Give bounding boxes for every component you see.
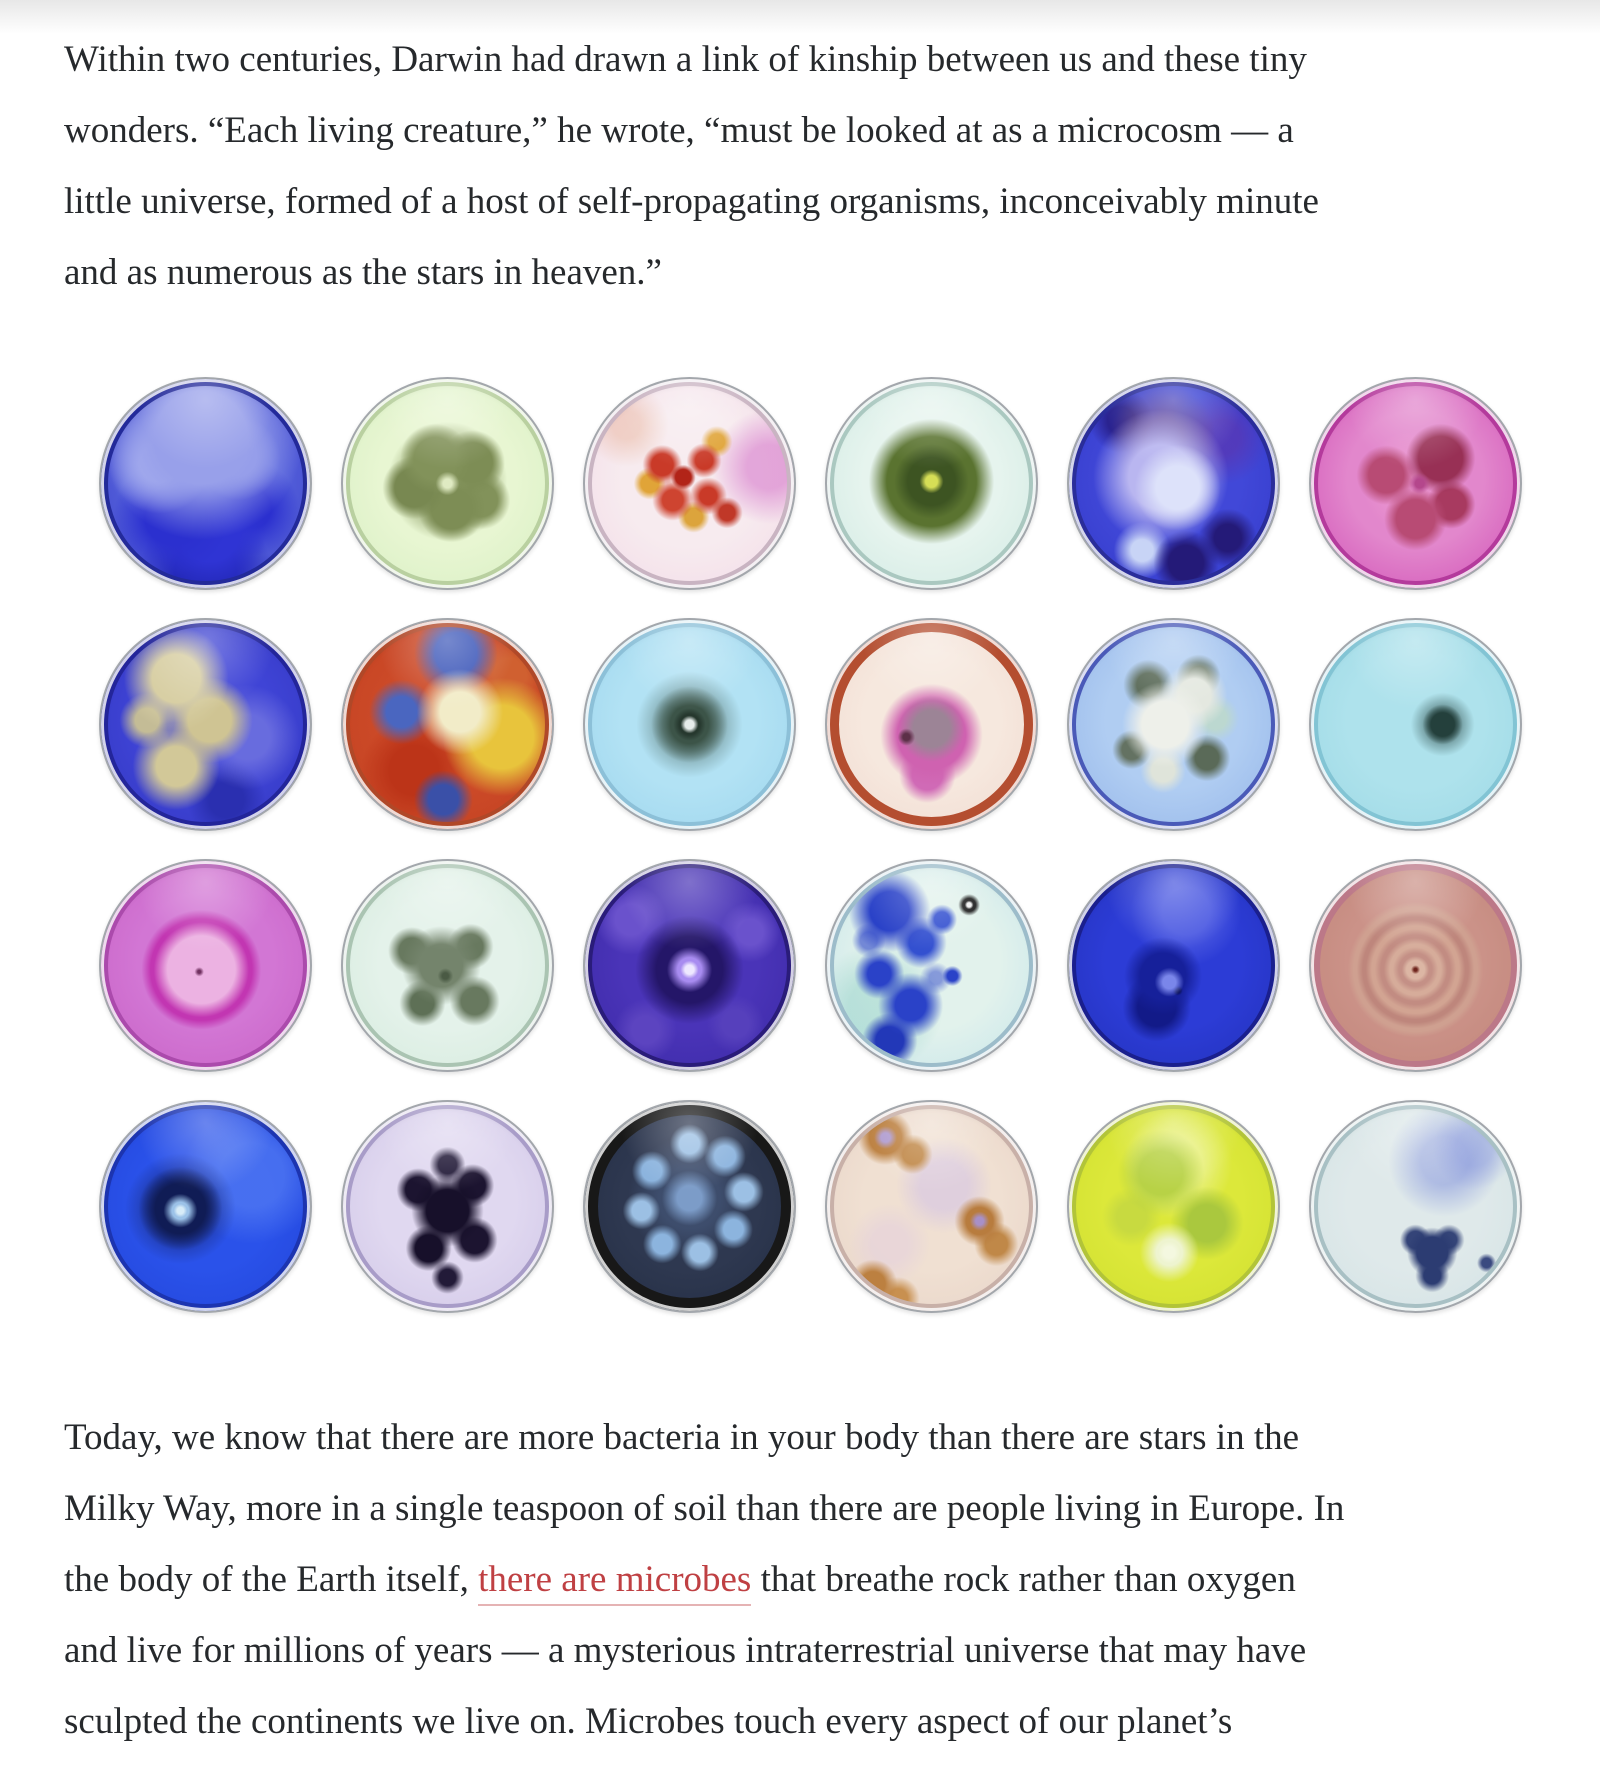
petri-dish-indigo-glow (583, 859, 796, 1072)
petri-dish-periwinkle-fluff (1067, 618, 1280, 831)
petri-dish-grid-image (99, 377, 1522, 1313)
text-line (64, 1544, 1344, 1615)
text-line (64, 24, 1319, 95)
petri-dish-night-speckle (583, 1100, 796, 1313)
petri-dish-magenta-rosettes (1309, 377, 1522, 590)
petri-dish-blue-marble (1067, 377, 1280, 590)
text-span: that breathe rock rather than oxygen (751, 1559, 1296, 1600)
petri-dish-blue-eye (99, 1100, 312, 1313)
petri-dish-moss-ring (825, 377, 1038, 590)
petri-dish-cyan-splat (1309, 618, 1522, 831)
petri-dish-pale-wash (1309, 1100, 1522, 1313)
text-span: wonders. “Each living creature,” he wrote, “must be looked at as a microcosm — a (64, 110, 1294, 151)
text-span: sculpted the continents we live on. Microbes touch every aspect of our planet’s (64, 1701, 1233, 1742)
petri-dish-chartreuse-bloom (1067, 1100, 1280, 1313)
petri-dish-lavender-coral (341, 1100, 554, 1313)
text-span: Within two centuries, Darwin had drawn a link of kinship between us and these tiny (64, 39, 1307, 80)
text-line (64, 166, 1319, 237)
petri-dish-blue-lichen (99, 618, 312, 831)
text-line (64, 1615, 1344, 1686)
petri-dish-tie-dye (341, 618, 554, 831)
petri-dish-cobalt-splatter (825, 859, 1038, 1072)
petri-dish-teal-dandelion (583, 618, 796, 831)
paragraph-microbes (64, 1402, 1344, 1757)
petri-dish-green-rosette (341, 377, 554, 590)
link-there-are-microbes[interactable]: there are microbes (478, 1559, 751, 1606)
text-span: little universe, formed of a host of self-propagating organisms, inconceivably minute (64, 181, 1319, 222)
text-line (64, 1473, 1344, 1544)
text-span: and live for millions of years — a mysterious intraterrestrial universe that may have (64, 1630, 1307, 1671)
text-span: and as numerous as the stars in heaven.” (64, 252, 662, 293)
petri-dish-blue-frost (99, 377, 312, 590)
text-span: Milky Way, more in a single teaspoon of soil than there are people living in Europe. In (64, 1488, 1345, 1529)
text-line (64, 237, 1319, 308)
petri-dish-rust-bloom (825, 618, 1038, 831)
text-span: Today, we know that there are more bacteria in your body than there are stars in the (64, 1417, 1300, 1458)
petri-dish-mint-fern (341, 859, 554, 1072)
text-span: the body of the Earth itself, (64, 1559, 479, 1600)
text-line (64, 95, 1319, 166)
petri-dish-rose-rings (1309, 859, 1522, 1072)
petri-dish-cobalt-jellyfish (1067, 859, 1280, 1072)
petri-dish-coral-cluster (583, 377, 796, 590)
paragraph-darwin-quote (64, 24, 1319, 308)
text-line (64, 1686, 1344, 1757)
petri-dish-peach-rosettes (825, 1100, 1038, 1313)
petri-dish-orchid-ring (99, 859, 312, 1072)
text-line (64, 1402, 1344, 1473)
